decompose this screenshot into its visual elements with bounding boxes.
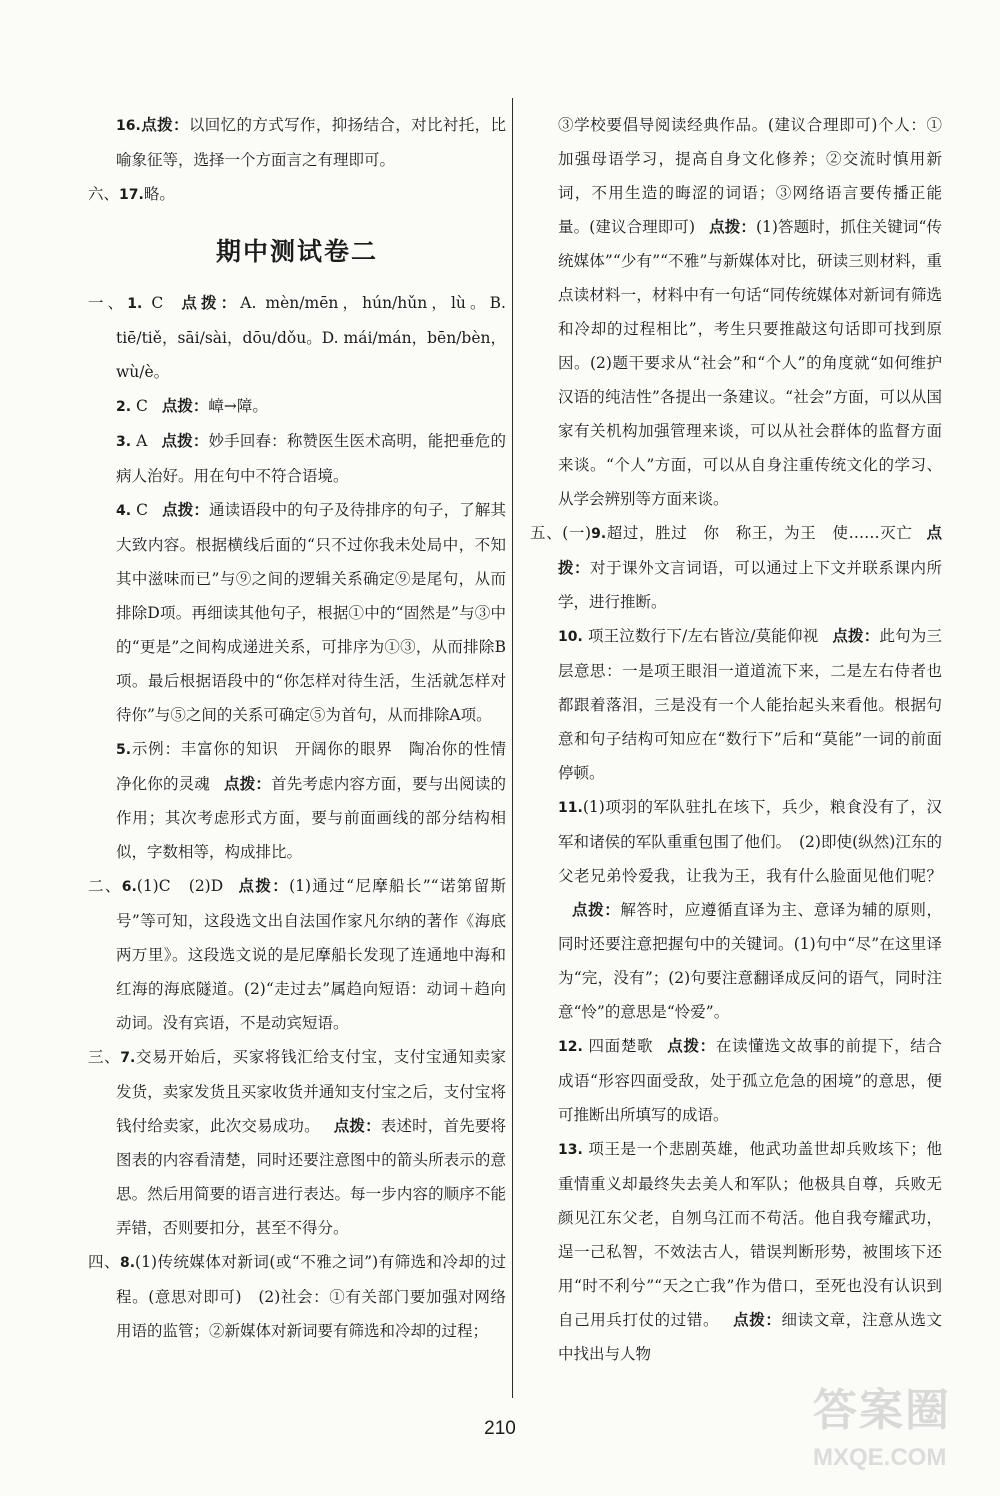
answer-12: 12. 四面楚歌 点拨：在读懂选文故事的前提下，结合成语“形容四面受敌，处于孤立危急的困境”的意思，便可推断出所填写的成语。: [558, 1036, 942, 1124]
answer-17: 六、17.略。: [88, 185, 175, 203]
answer-10: 10. 项王泣数行下/左右皆泣/莫能仰视 点拨：此句为三层意思：一是项王眼泪一道道流下来，二是左右侍者也都跟着落泪，三是没有一个人能抬起头来看他。根据句意和句子结构可知应在“数行下”后和“莫能”一词的前面停顿。: [558, 626, 942, 782]
right-column: [530, 108, 942, 1371]
answer-7: 三、7.交易开始后，买家将钱汇给支付宝，支付宝通知卖家发货，卖家发货且买家收货并通知支付宝之后，支付宝将钱付给卖家，此次交易成功。 点拨：表述时，首先要将图表的内容看清楚，同时还要注意图中的箭头所表示的意思。然后用简要的语言进行表达。每一步内容的顺序不能弄错，否则要扣分，甚至不得分。: [88, 1048, 506, 1237]
answer-1: 一、1. C 点拨：A. mèn/mēn，hún/hǔn，lù。B. tiē/tiě，sāi/sài，dōu/dǒu。D. mái/mán，bēn/bèn，wù/è。: [88, 293, 506, 381]
answer-6: 二、6.(1)C (2)D 点拨：(1)通过“尼摩船长”“诺第留斯号”等可知，这段选文出自法国作家凡尔纳的著作《海底两万里》。这段选文说的是尼摩船长发现了连通地中海和红海的海底隧道。(2)“走过去”属趋向短语：动词＋趋向动词。没有宾语，不是动宾短语。: [88, 876, 506, 1032]
answer-3: 3. A 点拨：妙手回春：称赞医生医术高明，能把垂危的病人治好。用在句中不符合语境。: [116, 431, 506, 485]
answer-8: 四、8.(1)传统媒体对新词(或“不雅之词”)有筛选和冷却的过程。(意思对即可) (2)社会：①有关部门要加强对网络用语的监管；②新媒体对新词要有筛选和冷却的过程；: [88, 1253, 506, 1340]
answer-4: 4. C 点拨：通读语段中的句子及待排序的句子，了解其大致内容。根据横线后面的“只不过你我未处局中，不知其中滋味而已”与⑨之间的逻辑关系确定⑨是尾句，从而排除D项。再细读其他句子，根据①中的“固然是”与③中的“更是”之间构成递进关系，可排序为①③，从而排除B项。最后根据语段中的“你怎样对待生活，生活就怎样对待你”与⑤之间的关系可确定⑤为首句，从而排除A项。: [116, 500, 506, 724]
answer-13: 13. 项王是一个悲剧英雄，他武功盖世却兵败垓下；他重情重义却最终失去美人和军队；他极具自尊，兵败无颜见江东父老，自刎乌江而不苟活。他自我夸耀武功，逞一己私智，不效法古人，错误判断形势，被围垓下还用“时不利兮”“天之亡我”作为借口，至死也没有认识到自己用兵打仗的过错。 点拨：细读文章，注意从选文中找出与人物: [558, 1140, 942, 1363]
answer-2: 2. C 点拨：嶂→障。: [116, 396, 268, 415]
column-divider: [512, 98, 513, 1398]
page-number: 210: [484, 1418, 516, 1439]
left-column: [88, 108, 522, 1348]
watermark-url: MXQE.COM: [813, 1444, 947, 1471]
answer-9: 五、(一)9.超过，胜过 你 称王，为王 使……灭亡 点拨：对于课外文言词语，可以通过上下文并联系课内所学，进行推断。: [530, 523, 942, 611]
answer-5: 5.示例：丰富你的知识 开阔你的眼界 陶冶你的性情 净化你的灵魂 点拨：首先考虑内容方面，要与出阅读的作用；其次考虑形式方面，要与前面画线的部分结构相似，字数相等，构成排比。: [116, 740, 522, 861]
watermark-logo: [813, 1374, 988, 1484]
watermark-text: 答案圈: [813, 1385, 951, 1436]
section-title: 期中测试卷二: [215, 237, 378, 266]
answer-11: 11.(1)项羽的军队驻扎在垓下，兵少，粮食没有了，汉军和诸侯的军队重重包围了他们。 (2)即使(纵然)江东的父老兄弟怜爱我，让我为王，我有什么脸面见他们呢？点拨：解答时，应遵循直译为主、意译为辅的原则，同时还要注意把握句中的关键词。(1)句中“尽”在这里译为“完，没有”；(2)句要注意翻译成反问的语气，同时注意“怜”的意思是“怜爱”。: [558, 798, 942, 1021]
answer-8-continued: ③学校要倡导阅读经典作品。(建议合理即可)个人：①加强母语学习，提高自身文化修养；②交流时慎用新词，不用生造的晦涩的词语；③网络语言要传播正能量。(建议合理即可) 点拨：(1)答题时，抓住关键词“传统媒体”“少有”“不雅”与新媒体对比，研读三则材料，重点读材料一，材料中有一句话“同传统媒体对新词有筛选和冷却的过程相比”，考生只要推敲这句话即可找到原因。(2)题干要求从“社会”和“个人”的角度就“如何维护汉语的纯洁性”各提出一条建议。“社会”方面，可以从国家有关机构加强管理来谈，可以从社会群体的监督方面来谈。“个人”方面，可以从自身注重传统文化的学习、从学会辨别等方面来谈。: [558, 116, 942, 508]
answer-16: 16.点拨：以回忆的方式写作，抑扬结合，对比衬托，比喻象征等，选择一个方面言之有理即可。: [116, 115, 506, 169]
